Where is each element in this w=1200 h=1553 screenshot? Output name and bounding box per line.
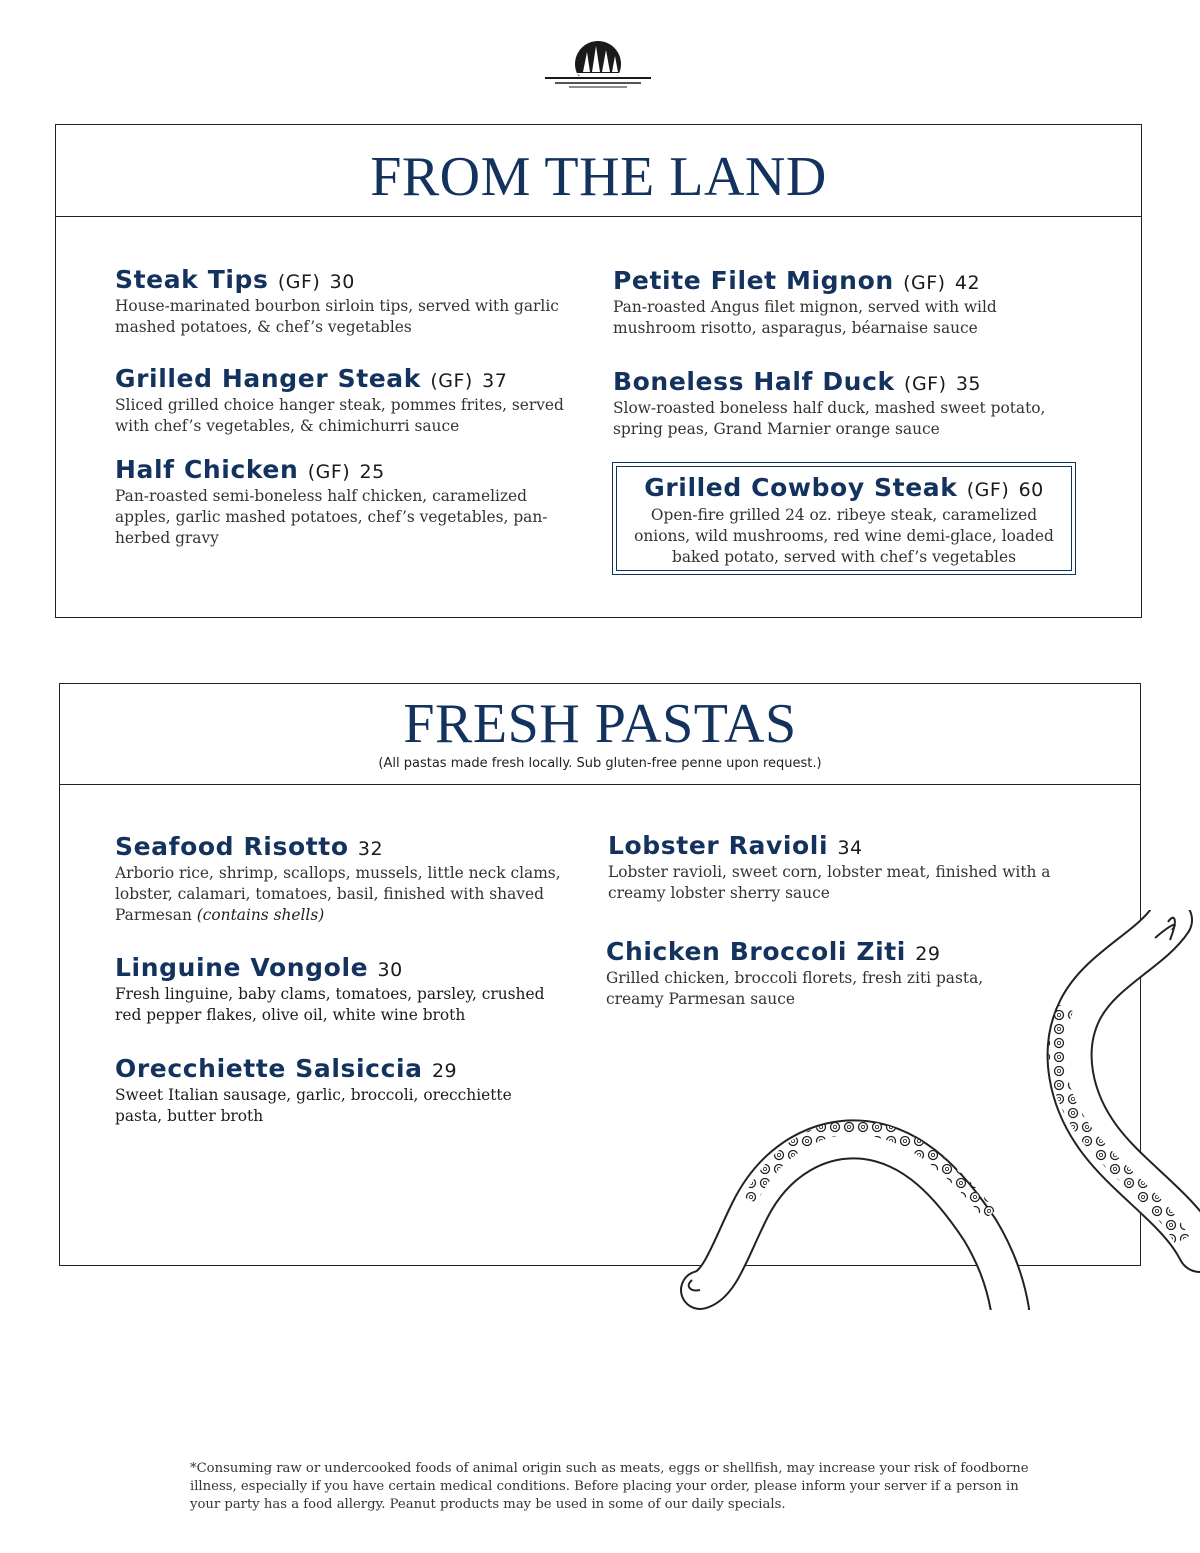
item-name: Seafood Risotto: [115, 832, 349, 861]
item-price: 29: [915, 943, 941, 965]
item-tag: (GF): [277, 271, 321, 293]
item-tag: (GF): [904, 373, 947, 395]
featured-item-box: [612, 462, 1076, 575]
item-tag: (GF): [430, 370, 473, 392]
item-name: Petite Filet Mignon: [613, 266, 894, 295]
item-price: 30: [377, 959, 403, 981]
menu-item: [115, 265, 585, 338]
item-description: Sliced grilled choice hanger steak, pommes frites, served with chef’s vegetables, & chimichurri sauce: [115, 396, 564, 435]
item-name: Linguine Vongole: [115, 953, 369, 982]
item-price: 42: [954, 272, 981, 294]
item-price: 25: [359, 461, 385, 483]
item-description: House-marinated bourbon sirloin tips, served with garlic mashed potatoes, & chef’s vegetables: [115, 297, 559, 336]
item-price: 37: [482, 370, 508, 392]
section-title: FRESH PASTAS: [403, 693, 797, 755]
item-name: Orecchiette Salsiccia: [115, 1054, 423, 1083]
item-description: Lobster ravioli, sweet corn, lobster meat, finished with a creamy lobster sherry sauce: [608, 863, 1051, 902]
menu-item: [115, 1054, 545, 1127]
item-price: 35: [955, 373, 982, 395]
section-header: [56, 125, 1141, 217]
item-name: Grilled Hanger Steak: [115, 364, 421, 393]
item-tag: (GF): [966, 479, 1010, 501]
item-note: (contains shells): [196, 906, 325, 924]
item-tag: (GF): [903, 272, 946, 294]
section-title: FROM THE LAND: [370, 146, 827, 208]
item-name: Chicken Broccoli Ziti: [606, 937, 906, 966]
item-description: Slow-roasted boneless half duck, mashed sweet potato, spring peas, Grand Marnier orange sauce: [613, 399, 1046, 438]
item-price: 29: [431, 1060, 458, 1082]
octopus-tentacles-icon: [660, 910, 1200, 1310]
ship-icon: [543, 40, 653, 88]
menu-item: [115, 953, 565, 1026]
menu-item: [115, 364, 585, 437]
item-description: Open-fire grilled 24 oz. ribeye steak, caramelized onions, wild mushrooms, red wine demi-glace, loaded baked potato, served with chef’s vegetables: [634, 506, 1054, 566]
item-name: Grilled Cowboy Steak: [644, 473, 958, 502]
item-name: Boneless Half Duck: [613, 367, 895, 396]
item-description: Pan-roasted semi-boneless half chicken, caramelized apples, garlic mashed potatoes, chef’s vegetables, pan-herbed gravy: [115, 487, 548, 547]
item-price: 60: [1018, 479, 1044, 501]
item-description: Arborio rice, shrimp, scallops, mussels, little neck clams, lobster, calamari, tomatoes, basil, finished with shaved Parmesan (contains shells): [115, 864, 561, 924]
section-header: [60, 684, 1140, 785]
item-description: Pan-roasted Angus filet mignon, served with wild mushroom risotto, asparagus, béarnaise sauce: [613, 298, 997, 337]
item-price: 30: [329, 271, 355, 293]
allergy-disclaimer: *Consuming raw or undercooked foods of animal origin such as meats, eggs or shellfish, may increase your risk of foodborne illness, especially if you have certain medical conditions. Before placing your order, please inform your server if a person in your party has a food allergy. Peanut products may be used in some of our daily specials.: [190, 1461, 1029, 1512]
item-name: Steak Tips: [115, 265, 269, 294]
item-description: Fresh linguine, baby clams, tomatoes, parsley, crushed red pepper flakes, olive oil, white wine broth: [115, 985, 545, 1024]
item-price: 32: [357, 838, 384, 860]
item-tag: (GF): [307, 461, 351, 483]
menu-item: [608, 831, 1058, 904]
section-note: (All pastas made fresh locally. Sub gluten-free penne upon request.): [378, 756, 822, 771]
item-name: Lobster Ravioli: [608, 831, 829, 860]
item-price: 34: [837, 837, 863, 859]
menu-item: [115, 455, 565, 549]
item-description: Grilled chicken, broccoli florets, fresh ziti pasta, creamy Parmesan sauce: [606, 969, 984, 1008]
item-description: Sweet Italian sausage, garlic, broccoli, orecchiette pasta, butter broth: [115, 1086, 512, 1125]
menu-item: [613, 367, 1093, 440]
menu-item: [613, 266, 1073, 339]
menu-item: [115, 832, 565, 926]
item-name: Half Chicken: [115, 455, 299, 484]
